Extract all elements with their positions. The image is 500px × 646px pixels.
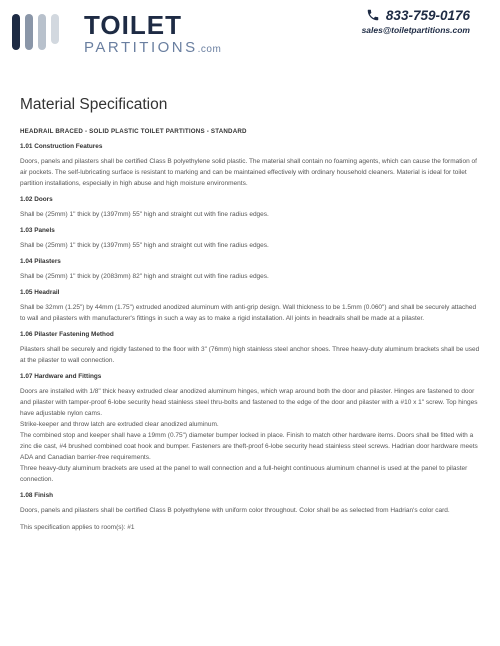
section-body — [20, 271, 480, 282]
section-body — [20, 344, 480, 366]
section-text: Three heavy-duty aluminum brackets are used at the panel to wall connection and a full-height continuous aluminum channel is used at the panel to pilaster connection. — [20, 465, 468, 483]
section-body — [20, 505, 480, 516]
brand-name-suffix: .com — [197, 44, 222, 55]
brand-name-top: TOILET — [84, 10, 182, 40]
section-body — [20, 302, 480, 324]
section-text: Shall be 32mm (1.25") by 44mm (1.75") extruded anodized aluminum with anti-grip design. Wall thickness to be 1.5mm (0.060") and shall be securely attached to wall and pilasters with manufacturer's fittings in such a way as to make a rigid installation. All joints in headrails shall be made at a pilaster. — [20, 304, 477, 322]
section-heading: 1.01 Construction Features — [20, 143, 103, 150]
section-body — [20, 156, 480, 189]
section-heading: 1.08 Finish — [20, 492, 54, 499]
section-body — [20, 240, 480, 251]
section-text: Shall be (25mm) 1" thick by (2083mm) 82" high and straight cut with fine radius edges. — [20, 273, 269, 280]
section-heading: 1.06 Pilaster Fastening Method — [20, 331, 114, 338]
document-subtitle: HEADRAIL BRACED - SOLID PLASTIC TOILET PARTITIONS - STANDARD — [20, 128, 247, 135]
section-text: Strike-keeper and throw latch are extruded clear anodized aluminum. — [20, 421, 219, 428]
section-text: Doors, panels and pilasters shall be certified Class B polyethylene with uniform color throughout. Color shall be as selected from Hadrian's color card. — [20, 507, 450, 514]
spec-sections — [20, 142, 480, 516]
phone-icon — [366, 8, 380, 22]
email-link[interactable]: sales@toiletpartitions.com — [361, 25, 470, 35]
section-text: Shall be (25mm) 1" thick by (1397mm) 55" high and straight cut with fine radius edges. — [20, 211, 269, 218]
section-heading: 1.07 Hardware and Fittings — [20, 373, 102, 380]
phone-number[interactable]: 833-759-0176 — [385, 7, 470, 23]
brand-name-bottom-text: PARTITIONS — [84, 39, 198, 56]
section-text: The combined stop and keeper shall have a 19mm (0.75") diameter bumper locked in place. Finish to match other hardware items. Doors shall be fitted with a zinc die cast, #4 brushed combined coat hook and bumper. Fasteners are theft-proof 6-lobe security head stainless steel screws. Hadrian door hardware meets ADA and Canadian barrier-free requirements. — [20, 432, 478, 461]
document-body — [20, 96, 480, 531]
logo-mark — [12, 14, 58, 50]
section-text: Pilasters shall be securely and rigidly fastened to the floor with 3" (76mm) high stainless steel anchor shoes. Three heavy-duty aluminum brackets shall be used at the pilaster to wall connection. — [20, 346, 480, 364]
page-title: Material Specification — [20, 96, 168, 113]
section-text: Doors, panels and pilasters shall be certified Class B polyethylene solid plastic. The material shall contain no foaming agents, which can cause the formation of air pockets. The self-lubricating surface is resistant to marking and can be maintained effectively with ordinary household cleaners. Material is ideal for toilet partition installations, especially in high abuse and high moisture environments. — [20, 158, 477, 187]
phone-row[interactable] — [366, 7, 470, 23]
section-heading: 1.04 Pilasters — [20, 258, 61, 265]
section-text: Doors are installed with 1/8" thick heavy extruded clear anodized aluminum hinges, which wrap around both the door and pilaster. Hinges are fastened to door and pilaster with tamper-proof 6-lobe security head stainless steel thru-bolts and fastened to the edge of the door and pilaster with a #10 x 1" screw. Top hinges have adjustable nylon cams. — [20, 388, 478, 417]
section-heading: 1.03 Panels — [20, 227, 55, 234]
room-applies-note: This specification applies to room(s): #1 — [20, 524, 135, 531]
section-body — [20, 209, 480, 220]
brand-name-bottom — [84, 40, 221, 58]
section-heading: 1.02 Doors — [20, 196, 53, 203]
section-text: Shall be (25mm) 1" thick by (1397mm) 55" high and straight cut with fine radius edges. — [20, 242, 269, 249]
page-header — [0, 0, 500, 70]
section-heading: 1.05 Headrail — [20, 289, 60, 296]
section-body — [20, 386, 480, 485]
